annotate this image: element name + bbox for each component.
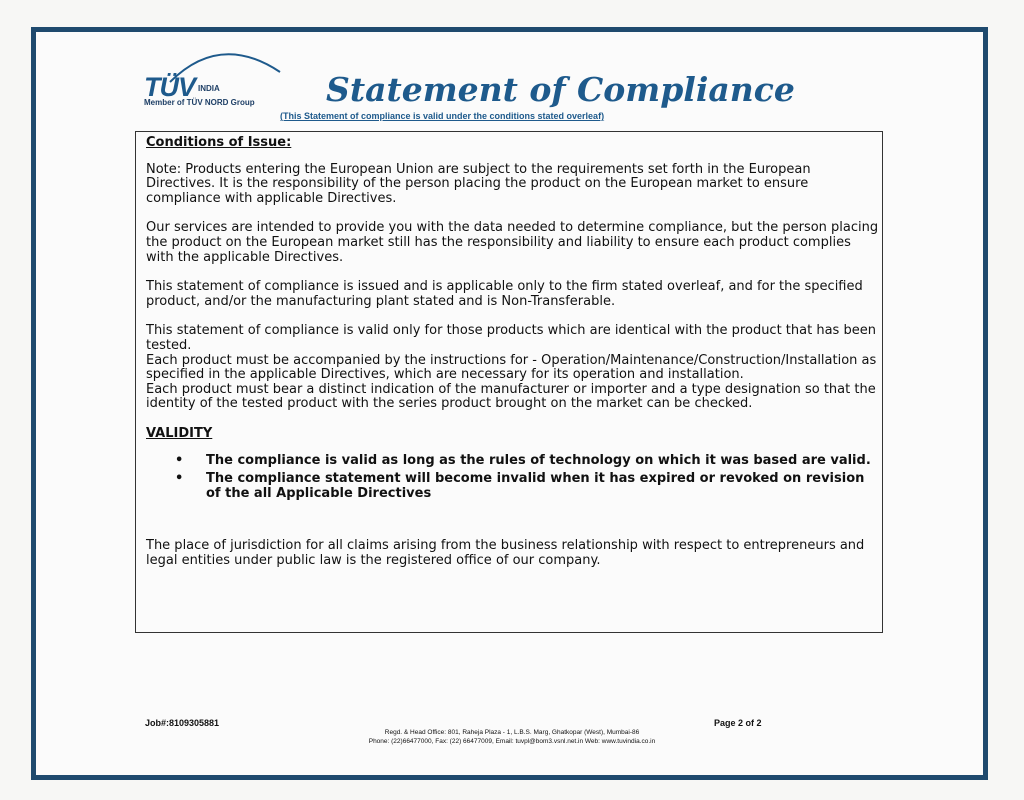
validity-heading: VALIDITY	[146, 425, 213, 441]
conditions-heading: Conditions of Issue:	[146, 135, 292, 150]
logo-country: INDIA	[198, 84, 220, 93]
tuv-logo	[140, 72, 310, 116]
page-title: Statement of Compliance	[326, 70, 795, 109]
validity-item: • The compliance statement will become invalid when it has expired or revoked on revision of the all Applicable Directives	[206, 472, 881, 501]
paragraph-group	[146, 324, 881, 412]
paragraph-instructions: Each product must be accompanied by the instructions for - Operation/Maintenance/Construction/Installation as specified in the applicable Directives, which are necessary for its operation and installation.	[146, 352, 877, 383]
paragraph-jurisdiction: The place of jurisdiction for all claims arising from the business relationship with respect to entrepreneurs and legal entities under public law is the registered office of our company.	[146, 538, 865, 568]
paragraph-note: Note: Products entering the European Union are subject to the requirements set forth in the European Directives. It is the responsibility of the person placing the product on the European market to ensure compliance with applicable Directives.	[146, 161, 811, 206]
paragraph-issued: This statement of compliance is issued and is applicable only to the firm stated overleaf, and for the specified product, and/or the manufacturing plant stated and is Non-Transferable.	[146, 279, 863, 309]
logo-main-text: TÜV	[144, 72, 195, 102]
paragraph-indication: Each product must bear a distinct indication of the manufacturer or importer and a type designation so that the identity of the tested product with the series product brought on the market can be checked.	[146, 381, 876, 412]
page-number: Page 2 of 2	[714, 718, 762, 728]
office-address: Regd. & Head Office: 801, Raheja Plaza - 1, L.B.S. Marg, Ghatkopar (West), Mumbai-86	[384, 729, 640, 736]
footer-address	[0, 728, 1024, 746]
conditions-content	[146, 136, 881, 583]
validity-list	[146, 454, 881, 502]
paragraph-identical: This statement of compliance is valid only for those products which are identical with the product that has been tested.	[146, 323, 876, 353]
validity-item: • The compliance is valid as long as the rules of technology on which it was based are valid.	[206, 454, 881, 469]
page-subtitle: (This Statement of compliance is valid under the conditions stated overleaf)	[280, 111, 605, 121]
logo-member-text: Member of TÜV NORD Group	[144, 98, 255, 107]
paragraph-services: Our services are intended to provide you with the data needed to determine compliance, but the person placing the product on the European market still has the responsibility and liability to ensure each product complies with the applicable Directives.	[146, 220, 879, 265]
contact-info: Phone: (22)66477000, Fax: (22) 66477009, Email: tuvpl@bom3.vsnl.net.in Web: www.tuvindia.co.in	[368, 738, 656, 745]
job-number: Job#:8109305881	[145, 718, 220, 728]
